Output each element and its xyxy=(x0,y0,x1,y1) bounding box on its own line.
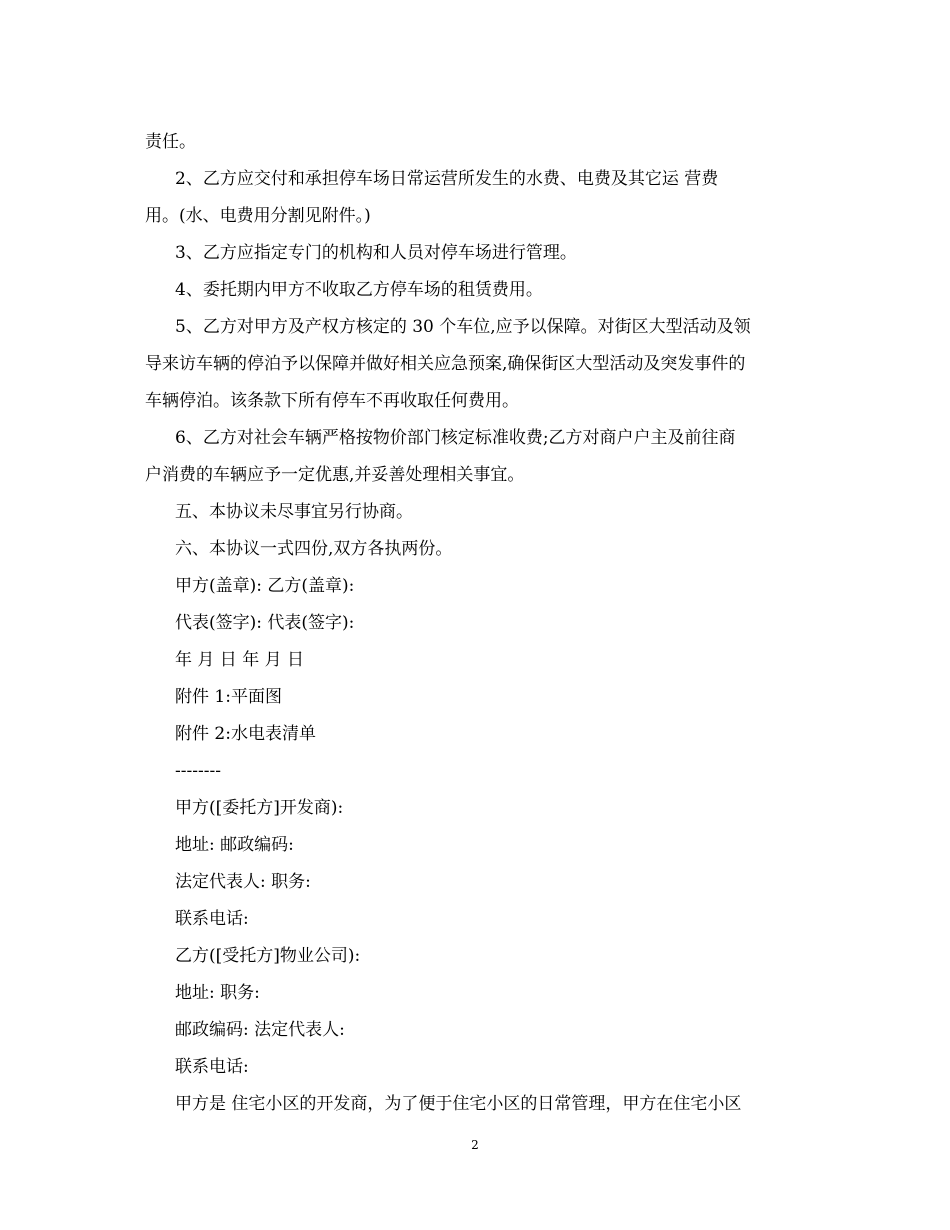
text-line: 乙方([受托方]物业公司): xyxy=(175,946,361,966)
text-line: 甲方是 住宅小区的开发商，为了便于住宅小区的日常管理，甲方在住宅小区 xyxy=(175,1094,742,1114)
text-line: 地址: 职务: xyxy=(175,983,260,1003)
text-line: 年 月 日 年 月 日 xyxy=(175,650,305,670)
text-line: 联系电话: xyxy=(175,1057,249,1077)
text-line: 代表(签字): 代表(签字): xyxy=(175,613,355,633)
text-line: 六、本协议一式四份,双方各执两份。 xyxy=(175,539,453,559)
text-line: 邮政编码: 法定代表人: xyxy=(175,1020,345,1040)
text-line: 2、乙方应交付和承担停车场日常运营所发生的水费、电费及其它运 营费 xyxy=(175,169,719,189)
text-line: 用。(水、电费用分割见附件。) xyxy=(145,206,371,226)
text-line: 6、乙方对社会车辆严格按物价部门核定标准收费;乙方对商户户主及前往商 xyxy=(175,428,736,448)
document-body xyxy=(145,124,810,1123)
text-line: 5、乙方对甲方及产权方核定的 30 个车位,应予以保障。对街区大型活动及领 xyxy=(175,317,751,337)
text-line: 3、乙方应指定专门的机构和人员对停车场进行管理。 xyxy=(175,243,577,263)
text-line: 法定代表人: 职务: xyxy=(175,872,311,892)
text-line: 五、本协议未尽事宜另行协商。 xyxy=(175,502,413,522)
text-line: 责任。 xyxy=(145,132,196,152)
text-line: 甲方([委托方]开发商): xyxy=(175,798,344,818)
text-line: 附件 2:水电表清单 xyxy=(175,724,316,744)
text-line: 户消费的车辆应予一定优惠,并妥善处理相关事宜。 xyxy=(145,465,525,485)
separator-line: -------- xyxy=(175,761,221,781)
text-line: 附件 1:平面图 xyxy=(175,687,282,707)
text-line: 车辆停泊。该条款下所有停车不再收取任何费用。 xyxy=(145,391,519,411)
text-line: 联系电话: xyxy=(175,909,249,929)
text-line: 导来访车辆的停泊予以保障并做好相关应急预案,确保街区大型活动及突发事件的 xyxy=(145,354,746,374)
page-number: 2 xyxy=(471,1138,479,1152)
text-line: 地址: 邮政编码: xyxy=(175,835,294,855)
text-line: 甲方(盖章): 乙方(盖章): xyxy=(175,576,355,596)
text-line: 4、委托期内甲方不收取乙方停车场的租赁费用。 xyxy=(175,280,543,300)
